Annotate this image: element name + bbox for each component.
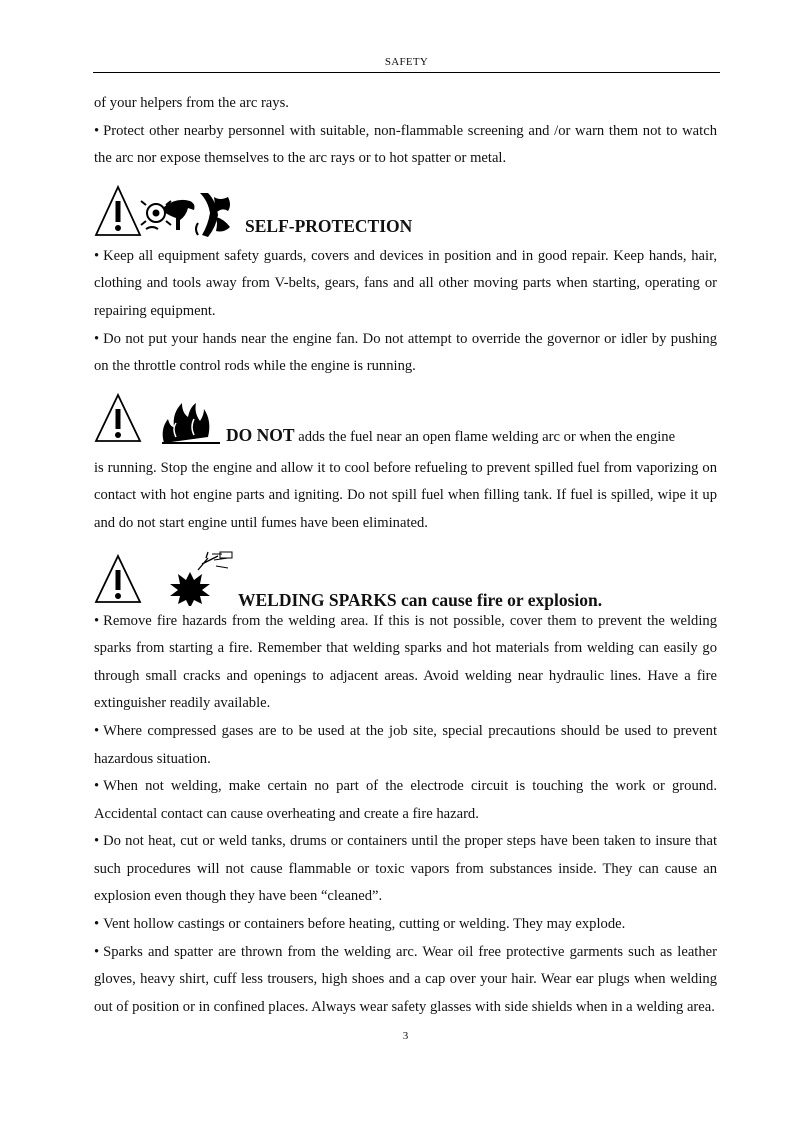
- warning-triangle-icon: [96, 395, 140, 441]
- bullet-text: When not welding, make certain no part of the electrode circuit is touching the work or ground. Accidental contact can cause overheating and create a fire hazard.: [94, 778, 717, 822]
- explosion-spark-icon: [170, 552, 232, 606]
- do-not-heading: [94, 393, 717, 449]
- intro-bullet: [94, 118, 717, 173]
- self-protection-title: SELF-PROTECTION: [245, 215, 413, 236]
- bullet-dot: •: [94, 122, 100, 139]
- bullet-dot: •: [94, 247, 100, 264]
- bullet-dot: •: [94, 612, 100, 629]
- welding-sparks-bullet-1: [94, 608, 717, 718]
- bullet-text: Keep all equipment safety guards, covers and devices in position and in good repair. Keep hands, hair, clothing and tools away from V-belts, gears, fans and all other moving parts when starting, operating or repairing equipment.: [94, 247, 717, 319]
- bullet-dot: •: [94, 722, 100, 739]
- do-not-icons: [94, 393, 224, 445]
- bullet-dot: •: [94, 330, 100, 347]
- self-protection-bullet-1: [94, 243, 717, 326]
- do-not-first-line-text: adds the fuel near an open flame welding arc or when the engine: [298, 428, 676, 445]
- warning-triangle-icon: [96, 556, 140, 602]
- welding-sparks-heading: [94, 550, 717, 608]
- flame-icon: [162, 403, 220, 443]
- welding-sparks-title: WELDING SPARKS can cause fire or explosion.: [238, 589, 603, 610]
- page-content: [94, 90, 717, 1043]
- bullet-text: Sparks and spatter are thrown from the welding arc. Wear oil free protective garments such as leather gloves, heavy shirt, cuff less trousers, high shoes and a cap over your hair. Wear ear plugs when welding out of position or in confined places. Always wear safety glasses with side shields when in a welding area.: [94, 943, 717, 1015]
- welding-sparks-bullet-4: [94, 828, 717, 911]
- self-protection-icons: [94, 183, 244, 241]
- self-protection-bullet-2: [94, 326, 717, 381]
- bullet-text: Vent hollow castings or containers before heating, cutting or welding. They may explode.: [103, 916, 626, 933]
- welding-sparks-bullet-2: [94, 718, 717, 773]
- do-not-lead: DO NOT: [226, 424, 295, 445]
- bullet-dot: •: [94, 778, 100, 795]
- welding-sparks-bullet-5: [94, 911, 717, 939]
- moving-parts-hand-icon: [141, 200, 195, 230]
- bullet-text: Do not put your hands near the engine fan. Do not attempt to override the governor or idler by pushing on the throttle control rods while the engine is running.: [94, 330, 717, 375]
- welding-sparks-bullet-6: [94, 939, 717, 1022]
- bullet-text: Remove fire hazards from the welding area. If this is not possible, cover them to prevent the welding sparks from starting a fire. Remember that welding sparks and hot materials from welding can easily go through small cracks and openings to adjacent areas. Avoid welding near hydraulic lines. Have a fire extinguisher readily available.: [94, 612, 717, 712]
- welding-sparks-bullet-3: [94, 773, 717, 828]
- page-number: 3: [402, 1030, 409, 1043]
- bullet-dot: •: [94, 943, 100, 960]
- intro-line: of your helpers from the arc rays.: [94, 95, 289, 111]
- fan-blade-hand-icon: [196, 193, 230, 237]
- do-not-paragraph: is running. Stop the engine and allow it to cool before refueling to prevent spilled fuel from vaporizing on contact with hot engine parts and igniting. Do not spill fuel when filling tank. If fuel is spilled, wipe it up and do not start engine until fumes have been eliminated.: [94, 459, 717, 531]
- bullet-dot: •: [94, 916, 100, 933]
- warning-triangle-icon: [96, 187, 140, 235]
- header-rule: [93, 72, 720, 73]
- bullet-dot: •: [94, 833, 100, 850]
- bullet-text: Where compressed gases are to be used at the job site, special precautions should be used to prevent hazardous situation.: [94, 722, 717, 767]
- self-protection-heading: [94, 183, 717, 243]
- page-header: SAFETY: [384, 56, 429, 68]
- intro-bullet-text: Protect other nearby personnel with suitable, non-flammable screening and /or warn them not to watch the arc nor expose themselves to the arc rays or to hot spatter or metal.: [94, 122, 717, 167]
- welding-sparks-icons: [94, 550, 244, 606]
- do-not-first-line: [226, 422, 717, 452]
- bullet-text: Do not heat, cut or weld tanks, drums or containers until the proper steps have been taken to insure that such procedures will not cause flammable or toxic vapors from substances inside. They can cause an explosion even though they have been “cleaned”.: [94, 833, 717, 905]
